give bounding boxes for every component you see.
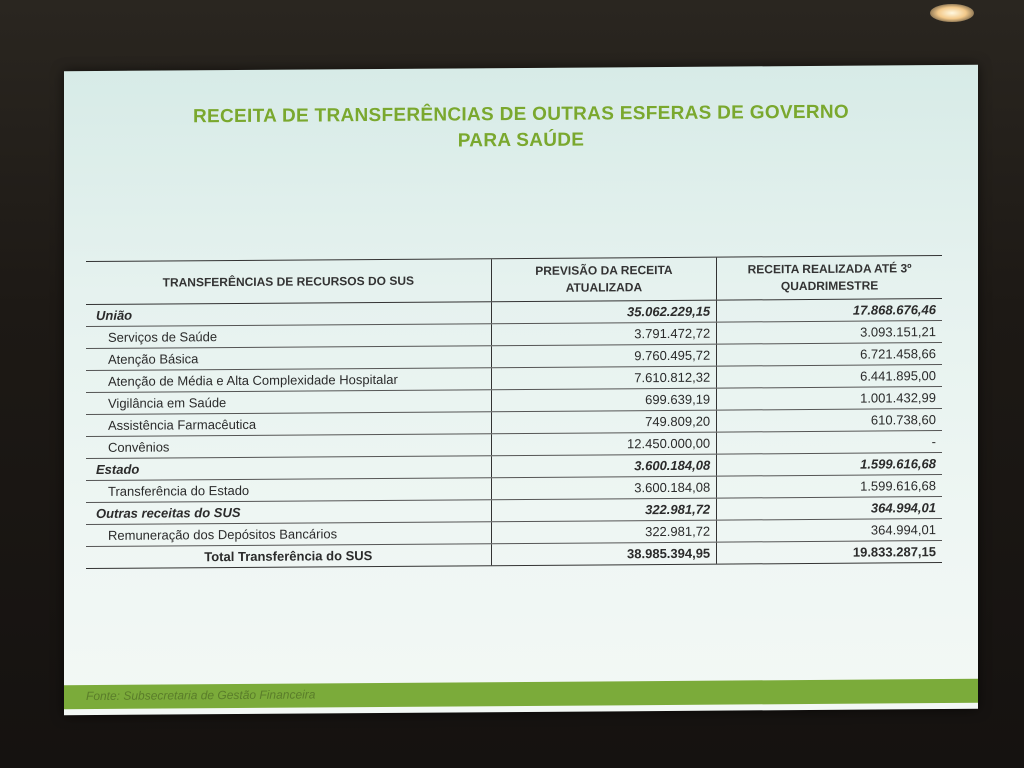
- row-realizada: 6.721.458,66: [717, 343, 942, 367]
- row-label: Serviços de Saúde: [86, 324, 491, 349]
- footer-source: Fonte: Subsecretaria de Gestão Financeira: [86, 687, 316, 704]
- ceiling-light: [930, 4, 974, 22]
- row-previsao: 699.639,19: [491, 388, 717, 412]
- header-realizada: RECEITA REALIZADA ATÉ 3º QUADRIMESTRE: [717, 256, 942, 301]
- row-realizada: 17.868.676,46: [717, 299, 942, 323]
- footer-bar: [64, 679, 978, 709]
- row-label: Atenção Básica: [86, 346, 491, 371]
- header-transferencias: TRANSFERÊNCIAS DE RECURSOS DO SUS: [86, 259, 491, 305]
- row-previsao: 38.985.394,95: [491, 542, 717, 566]
- row-realizada: 19.833.287,15: [717, 541, 942, 565]
- row-label: União: [86, 302, 491, 327]
- table-header-row: [86, 256, 942, 305]
- row-label: Remuneração dos Depósitos Bancários: [86, 522, 491, 547]
- row-label: Total Transferência do SUS: [86, 544, 491, 569]
- row-realizada: 1.599.616,68: [717, 453, 942, 477]
- row-label: Estado: [86, 456, 491, 481]
- row-previsao: 322.981,72: [491, 520, 717, 544]
- row-realizada: 364.994,01: [717, 497, 942, 521]
- row-realizada: 3.093.151,21: [717, 321, 942, 345]
- row-label: Atenção de Média e Alta Complexidade Hospitalar: [86, 368, 491, 393]
- row-realizada: 6.441.895,00: [717, 365, 942, 389]
- projection-screen: [64, 65, 978, 715]
- slide-title: [104, 99, 938, 157]
- row-previsao: 322.981,72: [491, 498, 717, 522]
- row-realizada: 364.994,01: [717, 519, 942, 543]
- slide-title-line-2: PARA SAÚDE: [457, 129, 585, 152]
- transfers-table: [86, 255, 942, 569]
- header-previsao: PREVISÃO DA RECEITA ATUALIZADA: [491, 257, 717, 302]
- row-previsao: 7.610.812,32: [491, 366, 717, 390]
- row-realizada: -: [717, 431, 942, 455]
- row-previsao: 35.062.229,15: [491, 300, 717, 324]
- row-label: Convênios: [86, 434, 491, 459]
- row-previsao: 3.600.184,08: [491, 476, 717, 500]
- row-previsao: 749.809,20: [491, 410, 717, 434]
- row-realizada: 1.599.616,68: [717, 475, 942, 499]
- row-previsao: 9.760.495,72: [491, 344, 717, 368]
- row-label: Transferência do Estado: [86, 478, 491, 503]
- row-label: Outras receitas do SUS: [86, 500, 491, 525]
- row-realizada: 1.001.432,99: [717, 387, 942, 411]
- row-label: Vigilância em Saúde: [86, 390, 491, 415]
- row-previsao: 12.450.000,00: [491, 432, 717, 456]
- row-label: Assistência Farmacêutica: [86, 412, 491, 437]
- row-previsao: 3.791.472,72: [491, 322, 717, 346]
- slide-title-line-1: RECEITA DE TRANSFERÊNCIAS DE OUTRAS ESFERAS DE GOVERNO: [193, 101, 849, 128]
- row-realizada: 610.738,60: [717, 409, 942, 433]
- row-previsao: 3.600.184,08: [491, 454, 717, 478]
